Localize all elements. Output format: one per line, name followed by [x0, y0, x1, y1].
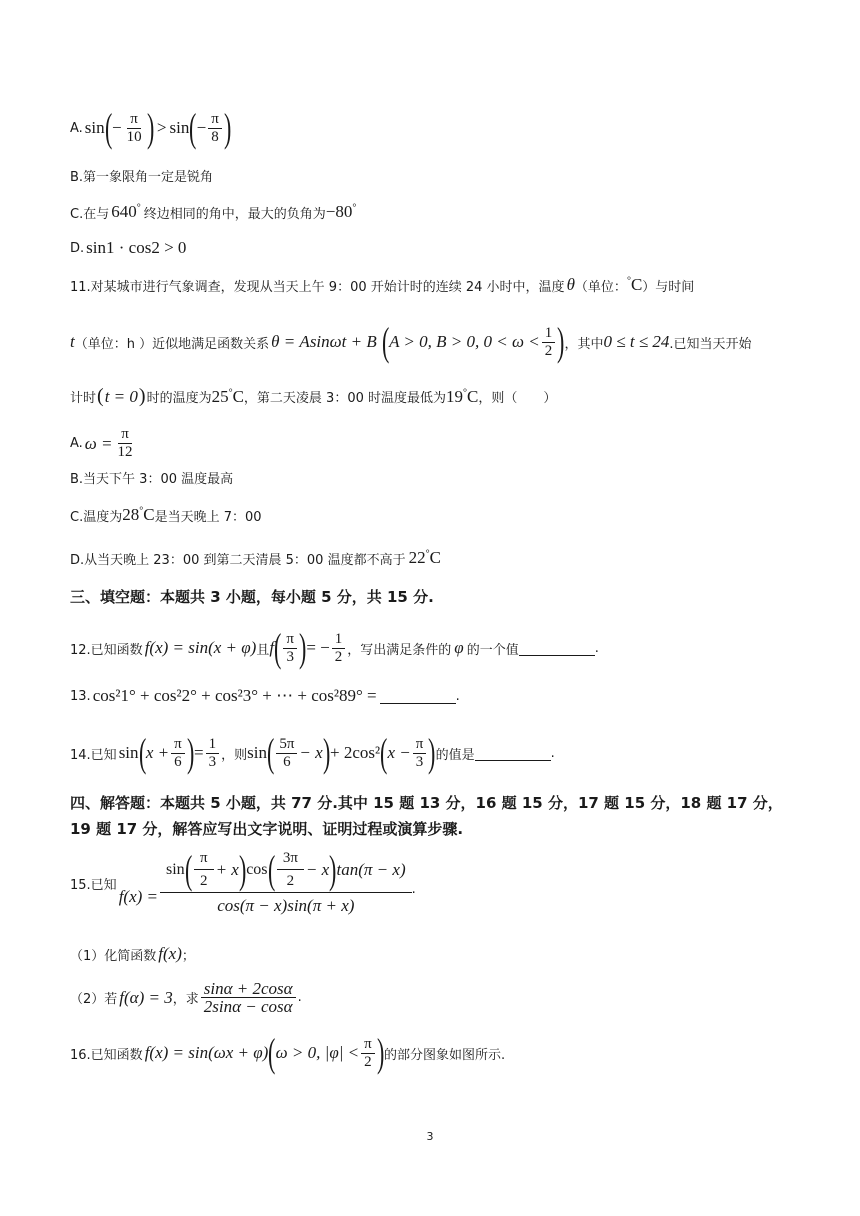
fraction: $\frac{1}{2}$: [332, 631, 346, 666]
fraction: $\frac{\pi}{12}$: [117, 426, 133, 460]
q11-option-c: C.温度为 28°C 是当天晚上 7：00: [70, 505, 262, 525]
fraction: $\frac{\pi}{3}$: [283, 631, 297, 666]
fraction: $\frac{1}{3}$: [206, 736, 220, 771]
q11-stem-line2: t （单位：h ）近似地满足函数关系 θ = Asinωt + B ( A > 0, B > 0, 0 < ω < $\frac{1}{2}$ ) ，其中 0 ≤ t ≤ 24 .已知当天开始: [70, 319, 752, 364]
fraction: sin ( $\frac{\pi}{2}$ + x ) cos ( $\frac{3\pi}{2}$ − x ) tan(π − x) cos(π − x)sin(π + x): [160, 850, 412, 916]
fraction: $\frac{\pi}{6}$: [171, 736, 185, 771]
fraction: $\frac{1}{2}$: [542, 325, 556, 360]
q15-part2: （2）若 f(α) = 3 ，求 $\frac{\sin\alpha + 2\cos\alpha}{2\sin\alpha - \cos\alpha}$ .: [70, 979, 302, 1016]
q11-stem-line1: 11.对某城市进行气象调查，发现从当天上午 9：00 开始计时的连续 24 小时中，温度 θ （单位： °C ）与时间: [70, 275, 695, 295]
fraction: $\frac{\pi}{3}$: [413, 736, 427, 771]
fraction: $\frac{\pi}{8}$: [208, 111, 222, 146]
section-heading-solutions: 四、解答题：本题共 5 小题，共 77 分.其中 15 题 13 分，16 题 15 分，17 题 15 分，18 题 17 分，: [70, 794, 783, 812]
q10-option-b: B.第一象限角一定是锐角: [70, 170, 214, 185]
fraction: $\frac{\pi}{2}$: [361, 1036, 375, 1071]
q11-option-d: D.从当天晚上 23：00 到第二天清晨 5：00 温度都不高于 22°C: [70, 548, 441, 568]
fraction: $\frac{\pi}{10}$: [126, 110, 142, 145]
answer-blank[interactable]: [380, 689, 456, 704]
q11-option-b: B.当天下午 3：00 温度最高: [70, 472, 234, 487]
q15: 15.已知 f(x) = sin ( $\frac{\pi}{2}$ + x ) cos ( $\frac{3\pi}{2}$ − x ) tan(π − x) cos(π − x)sin(π + x) .: [70, 847, 416, 915]
q16: 16.已知函数 f(x) = sin(ωx + φ) ( ω > 0, |φ| < $\frac{\pi}{2}$ ) 的部分图象如图所示.: [70, 1030, 506, 1075]
answer-blank[interactable]: [475, 746, 551, 761]
q15-part1: （1）化简函数 f(x) ；: [70, 944, 195, 964]
page-number: 3: [426, 1130, 434, 1143]
section-heading-fill-in: 三、填空题：本题共 3 小题，每小题 5 分，共 15 分.: [70, 588, 434, 606]
q10-option-a: A. sin ( − $\frac{\pi}{10}$ ) > sin ( − $\frac{\pi}{8}$ ): [70, 105, 232, 150]
answer-blank[interactable]: [519, 641, 595, 656]
q10-option-c: C.在与 640° 终边相同的角中，最大的负角为 −80°: [70, 202, 357, 222]
q10-option-d: D. sin1 · cos2 > 0: [70, 238, 187, 257]
q14: 14.已知 sin ( x + $\frac{\pi}{6}$ ) = $\frac{1}{3}$ ，则 sin ( $\frac{5\pi}{6}$ − x ) + 2cos² ( x − $\frac{\pi}{3}$ ) 的值是 .: [70, 730, 555, 775]
section-heading-solutions-cont: 19 题 17 分，解答应写出文字说明、证明过程或演算步骤.: [70, 820, 464, 838]
fraction: $\frac{5\pi}{6}$: [276, 736, 297, 771]
fraction: $\frac{\sin\alpha + 2\cos\alpha}{2\sin\alpha - \cos\alpha}$: [201, 980, 296, 1015]
q11-stem-line3: 计时 ( t = 0 ) 时的温度为 25°C ，第二天凌晨 3：00 时温度最低为 19°C ，则（ ）: [70, 385, 557, 407]
q13: 13. cos²1° + cos²2° + cos²3° + ⋯ + cos²89° = .: [70, 686, 460, 705]
q12: 12.已知函数 f(x) = sin(x + φ) 且 f ( $\frac{\pi}{3}$ ) = − $\frac{1}{2}$ ，写出满足条件的 φ 的一个值 .: [70, 625, 599, 670]
q11-option-a: A. ω = $\frac{\pi}{12}$: [70, 426, 138, 461]
